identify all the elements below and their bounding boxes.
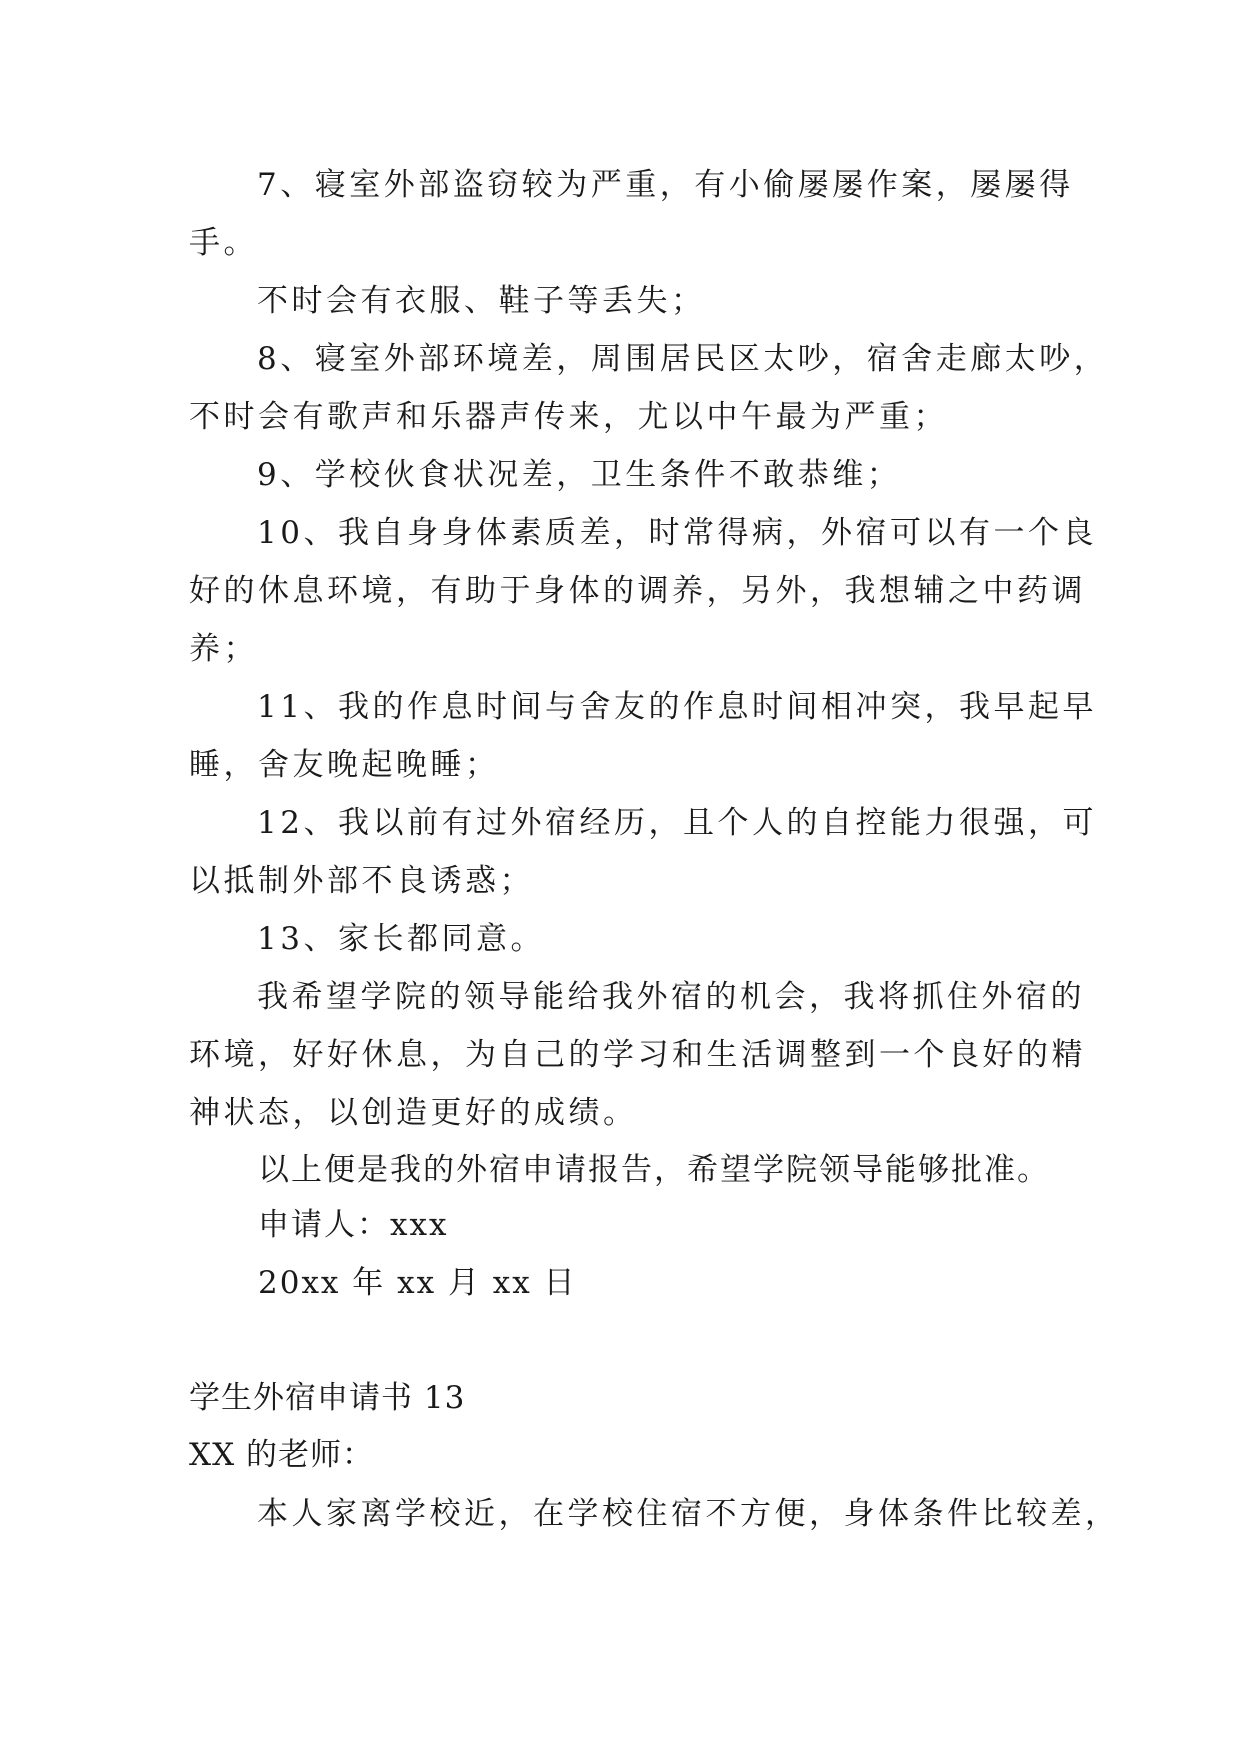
paragraph-line: 我希望学院的领导能给我外宿的机会，我将抓住外宿的 xyxy=(257,979,1085,1015)
paragraph-line: 不时会有歌声和乐器声传来，尤以中午最为严重； xyxy=(189,399,948,435)
salutation: XX 的老师： xyxy=(189,1437,374,1473)
paragraph-line: 养； xyxy=(189,631,258,667)
paragraph-line: 本人家离学校近，在学校住宿不方便，身体条件比较差， xyxy=(257,1496,1120,1532)
paragraph-line: 环境，好好休息，为自己的学习和生活调整到一个良好的精 xyxy=(189,1037,1086,1073)
paragraph-line: 不时会有衣服、鞋子等丢失； xyxy=(257,283,706,319)
closing-statement: 以上便是我的外宿申请报告，希望学院领导能够批准。 xyxy=(258,1152,1050,1188)
applicant-signature: 申请人：xxx xyxy=(258,1207,449,1243)
paragraph-line: 11、我的作息时间与舍友的作息时间相冲突，我早起早 xyxy=(257,689,1097,725)
paragraph-line: 8、寝室外部环境差，周围居民区太吵，宿舍走廊太吵， xyxy=(257,341,1109,377)
paragraph-line: 13、家长都同意。 xyxy=(257,921,545,957)
paragraph-line: 以抵制外部不良诱惑； xyxy=(189,863,534,899)
paragraph-line: 神状态，以创造更好的成绩。 xyxy=(189,1095,638,1131)
paragraph-line: 睡，舍友晚起晚睡； xyxy=(189,747,500,783)
paragraph-line: 好的休息环境，有助于身体的调养，另外，我想辅之中药调 xyxy=(189,573,1086,609)
paragraph-line: 12、我以前有过外宿经历，且个人的自控能力很强，可 xyxy=(257,805,1097,841)
paragraph-line: 手。 xyxy=(189,225,258,261)
signature-date: 20xx 年 xx 月 xx 日 xyxy=(258,1265,577,1301)
paragraph-line: 10、我自身身体素质差，时常得病，外宿可以有一个良 xyxy=(257,515,1097,551)
section-title: 学生外宿申请书 13 xyxy=(189,1380,466,1416)
paragraph-line: 7、寝室外部盗窃较为严重，有小偷屡屡作案，屡屡得 xyxy=(257,167,1074,203)
paragraph-line: 9、学校伙食状况差，卫生条件不敢恭维； xyxy=(257,457,902,493)
